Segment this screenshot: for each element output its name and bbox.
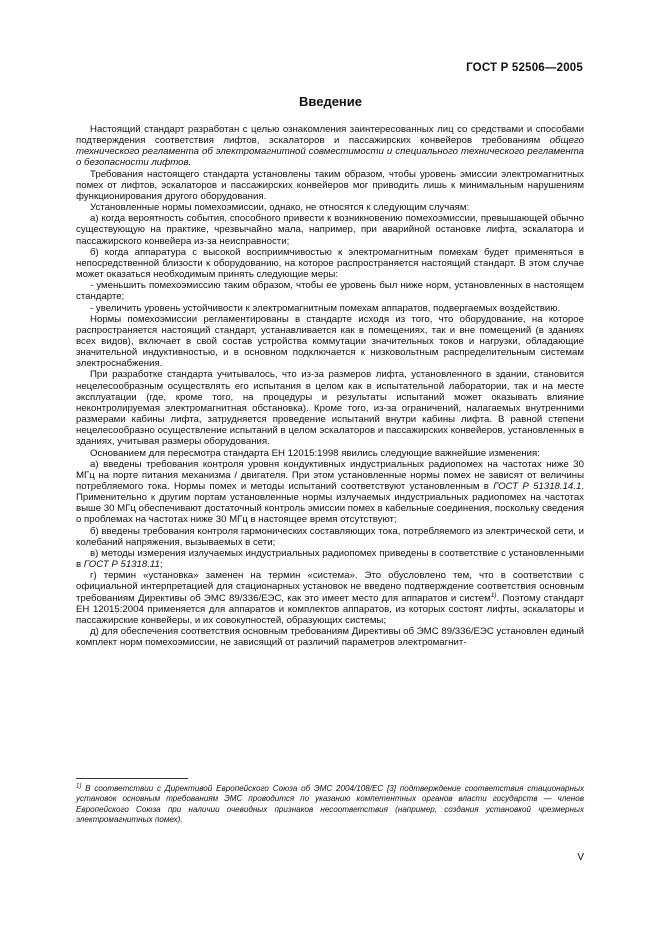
list-item: - уменьшить помехоэмиссию таким образом, чтобы ее уровень был ниже норм, установленных в настоящем стандарте; <box>76 280 584 303</box>
paragraph-text: Настоящий стандарт разработан с целью ознакомления заинтересованных лиц со средствами и способами подтверждения соответствия лифтов, эскалаторов и пассажирских конвейеров требованиям <box>76 124 584 147</box>
list-item: а) когда вероятность события, способного привести к возникновению помехоэмиссии, превышающей обычно существующую на практике, чрезвычайно мала, например, при аварийной остановке лифта, эскалатора и пассажирского конвейера из-за неисправности; <box>76 213 584 247</box>
footnote-marker: 1) <box>490 591 497 599</box>
list-item <box>76 548 584 570</box>
paragraph: Установленные нормы помехоэмиссии, однако, не относятся к следующим случаям: <box>90 202 470 214</box>
list-item <box>76 570 584 626</box>
list-item: - увеличить уровень устойчивости к электромагнитным помехам аппаратов, подвергаемых воздействию. <box>90 302 561 314</box>
italic-reference: общего технического регламента об электромагнитной совместимости и специального технического регламента о безопасности лифтов. <box>76 135 584 169</box>
italic-reference: ГОСТ Р 51318.11 <box>83 559 160 571</box>
paragraph-text: г) термин «установка» заменен на термин «система». Это обусловлено тем, что в соответствии с официальной интерпретацией для стационарных установок не введено подтверждение соответствия основным требованиям Директивы об ЭМС 89/336/ЕЭС, как это имеет место для аппаратов и систем <box>76 570 584 604</box>
standard-code-header: ГОСТ Р 52506—2005 <box>466 62 583 74</box>
paragraph: Основанием для пересмотра стандарта ЕН 12015:1998 явились следующие важнейшие изменения: <box>90 447 540 459</box>
paragraph: Требования настоящего стандарта установлены таким образом, чтобы уровень эмиссии электромагнитных помех от лифтов, эскалаторов и пассажирских конвейеров мог приводить лишь к минимальным нарушениям функционирования другого оборудования. <box>76 168 584 202</box>
list-item: б) введены требования контроля гармонических составляющих тока, потребляемого из электрической сети, и колебаний напряжения, вызываемых в сети; <box>76 525 584 548</box>
document-body <box>76 124 584 648</box>
list-item: б) когда аппаратура с высокой восприимчивостью к электромагнитным помехам будет применяться в непосредственной близости к оборудованию, на которое распространяется настоящий стандарт. В этом случае может оказаться необходимым принять следующие меры: <box>76 246 584 281</box>
paragraph-text: . Применительно к другим портам установленные нормы излучаемых индустриальных радиопомех на частотах выше 30 МГц обеспечивают достаточный контроль эмиссии помех в кабельные соединения, поскольку сведения о проблемах на частотах ниже 30 МГц в настоящее время отсутствуют; <box>76 481 584 526</box>
paragraph: Нормы помехоэмиссии регламентированы в стандарте исходя из того, что оборудование, на которое распространяется настоящий стандарт, устанавливается как в помещениях, так и вне помещений (в зданиях всех видов), включает в свой состав устройства коммутации значительных токов и нагрузки, обладающие значительной индуктивностью, и в основном подключается к низковольтным распределительным системам электроснабжения. <box>76 313 584 370</box>
footnote-marker: 1) <box>76 783 82 790</box>
list-item: д) для обеспечения соответствия основным требованиям Директивы об ЭМС 89/336/ЕЭС установлен единый комплект норм помехоэмиссии, не зависящий от различий параметров электромагнит- <box>76 626 584 649</box>
list-item <box>76 459 584 526</box>
paragraph-text: ; <box>159 559 163 571</box>
footnote-divider <box>76 778 188 779</box>
section-title: Введение <box>299 94 362 109</box>
paragraph-text: а) введены требования контроля уровня кондуктивных индустриальных радиопомех на частотах ниже 30 МГц на порте питания механизма / двигателя. При этом установленные нормы помех не зависят от величины потребляемого тока. Нормы помех и методы испытаний соответствуют установленным в <box>76 458 584 492</box>
paragraph-text: в) методы измерения излучаемых индустриальных радиопомех приведены в соответствие с установленными в <box>76 547 584 571</box>
footnote-text: В соответствии с Директивой Европейского Союза об ЭМС 2004/108/ЕС [3] подтверждение соответствия стационарных установок основным требованиям ЭМС проводится по указанию компетентных органов власти государств — членов Европейского Союза при наличии очевидных признаков несоответствия (например, создания установкой чрезмерных электромагнитных помех). <box>76 784 584 825</box>
paragraph-text: . Поэтому стандарт ЕН 12015:2004 применяется для аппаратов и комплектов аппаратов, из которых состоят лифты, эскалаторы и пассажирские конвейеры, и их совокупностей, образующих системы; <box>76 592 585 626</box>
footnote <box>76 784 584 826</box>
paragraph <box>76 124 584 169</box>
paragraph: При разработке стандарта учитывалось, что из-за размеров лифта, установленного в здании, становится нецелесообразным осуществлять его испытания в целом как в испытательной лаборатории, так и на месте эксплуатации (где, кроме того, на процедуры и результаты испытаний может оказывать влияние неконтролируемая электромагнитная обстановка). Кроме того, из-за ограничений, налагаемых внутренними размерами кабины лифта, затрудняется проведение испытаний внутри кабины лифта. В равной степени нецелесообразно осуществление испытаний в целом эскалаторов и пассажирских конвейеров, установленных в зданиях, учитывая размеры оборудования. <box>76 369 584 448</box>
page-number: V <box>577 852 584 863</box>
italic-reference: ГОСТ Р 51318.14.1 <box>493 481 582 492</box>
